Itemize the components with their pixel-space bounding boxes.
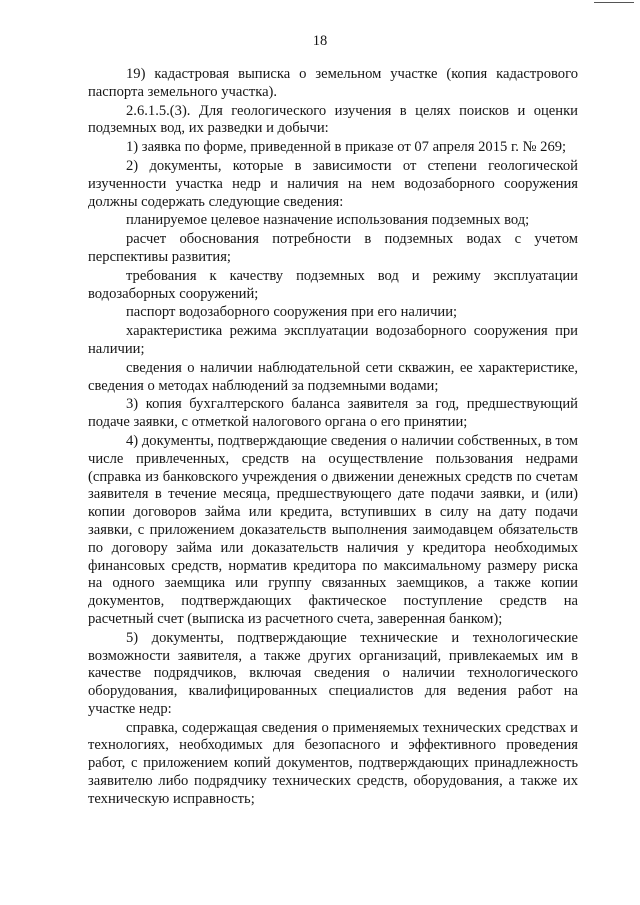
paragraph-item-1: 1) заявка по форме, приведенной в приказе от 07 апреля 2015 г. № 269; [126,139,567,156]
paragraph-subitem: планируемое целевое назначение использования подземных вод; [126,212,530,229]
paragraph-subitem: расчет обоснования потребности в подземных водах с учетом перспективы развития; [88,231,578,265]
paragraph-subitem: справка, содержащая сведения о применяемых технических средствах и технологиях, необходимых для безопасного и эффективного проведения работ, с приложением копий документов, подтверждающих принадлежность заявителю либо подрядчику технических средств, оборудования, а также их техническую исправность; [88,719,578,807]
paragraph-subitem: сведения о наличии наблюдательной сети скважин, ее характеристике, сведения о методах наблюдений за подземными водами; [88,359,578,394]
scan-edge-mark [594,2,634,3]
paragraph-subitem: паспорт водозаборного сооружения при его наличии; [126,304,458,321]
paragraph-section-heading: 2.6.1.5.(3). Для геологического изучения в целях поисков и оценки подземных вод, их разведки и добычи: [88,102,578,137]
document-body [88,66,578,809]
paragraph-item-4: 4) документы, подтверждающие сведения о наличии собственных, в том числе привлеченных, средств на осуществление пользования недрами (справка из банковского учреждения о движении денежных средств по счетам заявителя в течение месяца, предшествующего дате подачи заявки, и (или) копии договоров займа или кредита, вступивших в силу на дату подачи заявки, с приложением доказательств выполнения заимодавцем обязательств по договору займа или доказательств наличия у кредитора необходимых финансовых средств, норматив кредитора по максимальному размеру риска на одного заемщика или группу связанных заемщиков, а также копии документов, подтверждающих фактическое поступление средств на расчетный счет (выписка из расчетного счета, заверенная банком); [88,432,578,627]
paragraph-subitem: характеристика режима эксплуатации водозаборного сооружения при наличии; [88,323,578,357]
paragraph-item-5: 5) документы, подтверждающие технические и технологические возможности заявителя, а также других организаций, привлекаемых им в качестве подрядчиков, включая сведения о наличии технологического оборудования, квалифицированных специалистов для ведения работ на участке недр: [88,629,578,717]
paragraph-subitem: требования к качеству подземных вод и режиму эксплуатации водозаборных сооружений; [88,267,578,302]
paragraph-item-19: 19) кадастровая выписка о земельном участке (копия кадастрового паспорта земельного участка). [88,66,578,100]
paragraph-item-3: 3) копия бухгалтерского баланса заявителя за год, предшествующий подаче заявки, с отметкой налогового органа о его принятии; [88,396,578,431]
paragraph-item-2: 2) документы, которые в зависимости от степени геологической изученности участка недр и наличия на нем водозаборного сооружения должны содержать следующие сведения: [88,157,578,210]
page-number: 18 [312,33,328,49]
